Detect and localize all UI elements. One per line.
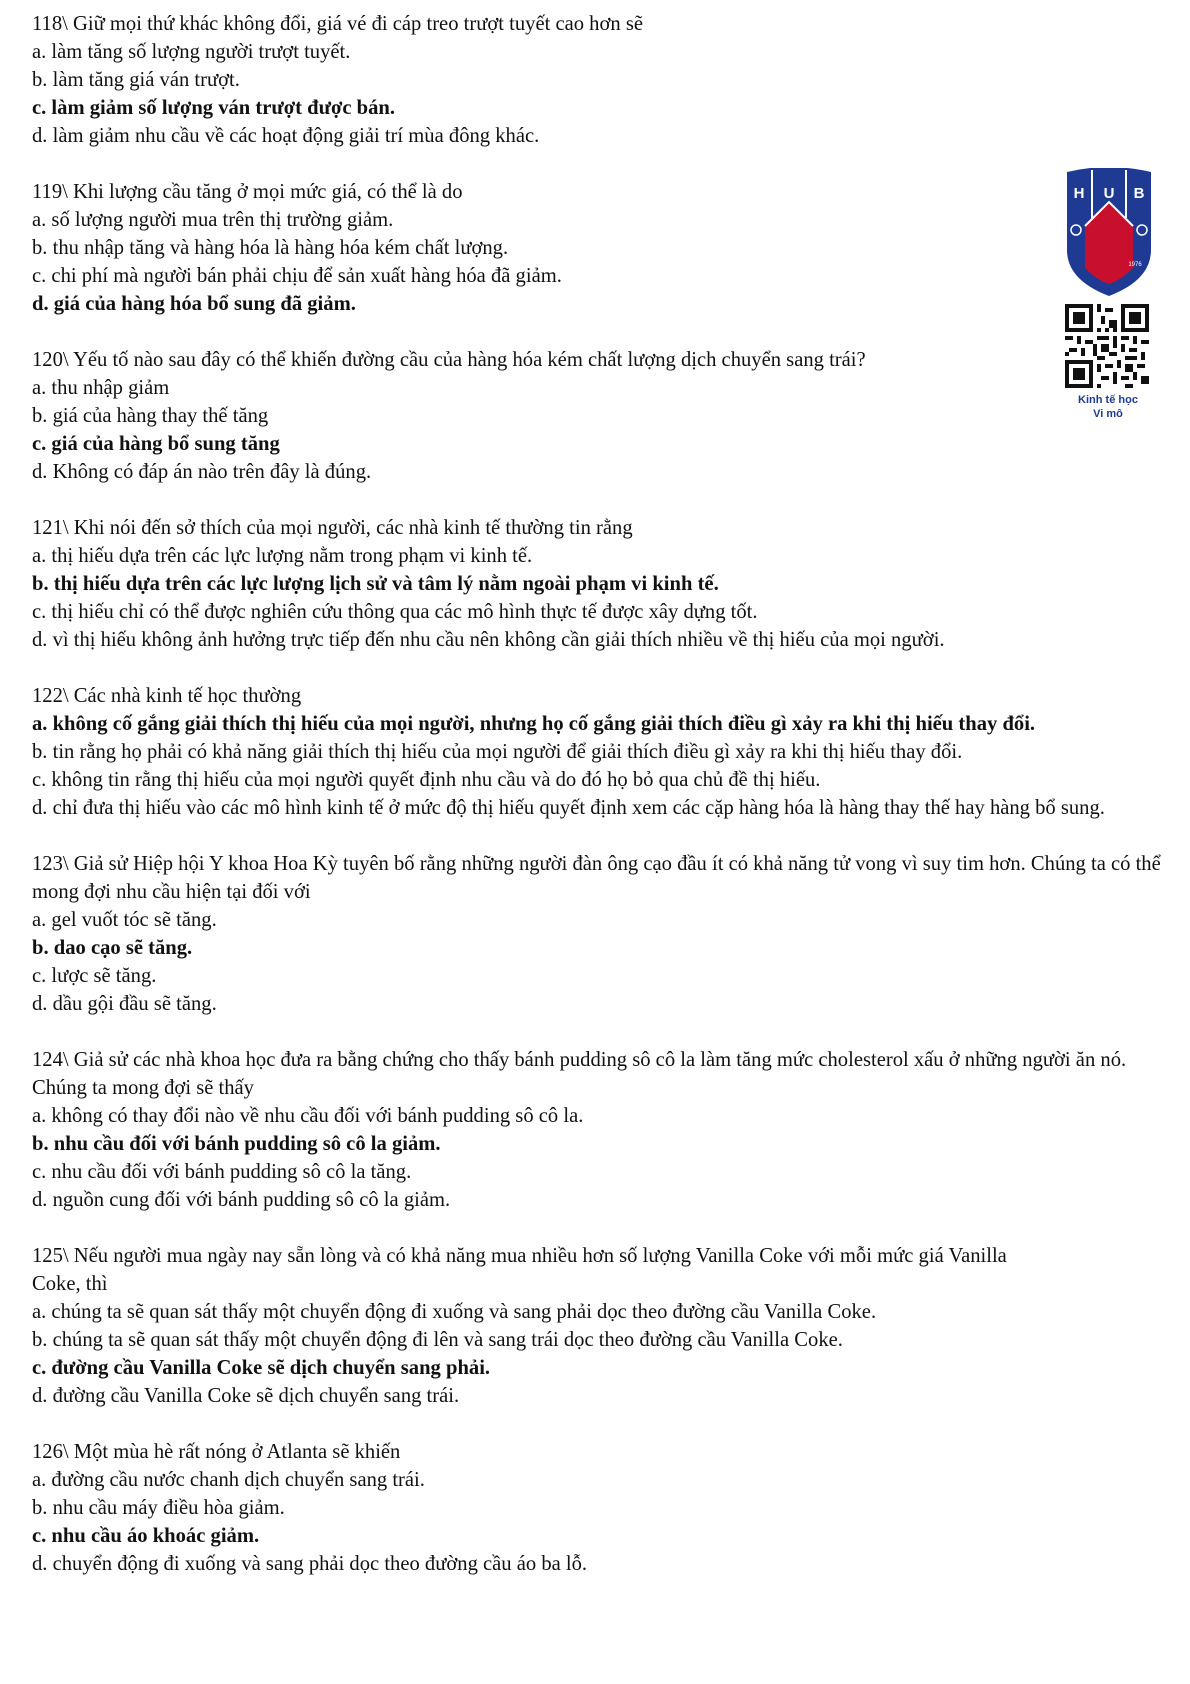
option-d-correct: d. giá của hàng hóa bổ sung đã giảm. (32, 293, 356, 315)
option-b-correct: b. thị hiếu dựa trên các lực lượng lịch sử và tâm lý nằm ngoài phạm vi kinh tế. (32, 573, 719, 595)
option-d: d. làm giảm nhu cầu về các hoạt động giải trí mùa đông khác. (32, 125, 540, 147)
option-c: c. thị hiếu chỉ có thể được nghiên cứu thông qua các mô hình thực tế được xây dựng tốt. (32, 601, 758, 623)
question-document (32, 10, 1172, 1606)
option-d: d. chuyển động đi xuống và sang phải dọc theo đường cầu áo ba lỗ. (32, 1553, 588, 1575)
option-b: b. chúng ta sẽ quan sát thấy một chuyển động đi lên và sang trái dọc theo đường cầu Vanilla Coke. (32, 1329, 843, 1351)
question-126 (32, 1438, 1172, 1578)
option-a: a. làm tăng số lượng người trượt tuyết. (32, 41, 351, 63)
question-119 (32, 178, 1172, 318)
shield-letter-h: H (1073, 185, 1085, 202)
option-a: a. gel vuốt tóc sẽ tăng. (32, 909, 217, 931)
option-a: a. đường cầu nước chanh dịch chuyển sang trái. (32, 1469, 425, 1491)
question-118 (32, 10, 1172, 150)
shield-letter-u: U (1103, 185, 1115, 202)
option-d: d. chỉ đưa thị hiếu vào các mô hình kinh tế ở mức độ thị hiếu quyết định xem các cặp hàng hóa là hàng thay thế hay hàng bổ sung. (32, 797, 1105, 819)
question-125 (32, 1242, 1172, 1410)
option-c-correct: c. làm giảm số lượng ván trượt được bán. (32, 97, 396, 119)
option-a: a. số lượng người mua trên thị trường giảm. (32, 209, 394, 231)
question-124 (32, 1046, 1172, 1214)
option-d: d. vì thị hiếu không ảnh hưởng trực tiếp đến nhu cầu nên không cần giải thích nhiều về thị hiếu của mọi người. (32, 629, 945, 651)
question-stem: 124\ Giả sử các nhà khoa học đưa ra bằng chứng cho thấy bánh pudding sô cô la làm tăng mức cholesterol xấu ở những người ăn nó. Chúng ta mong đợi sẽ thấy (32, 1049, 1127, 1099)
option-d: d. đường cầu Vanilla Coke sẽ dịch chuyển sang trái. (32, 1385, 460, 1407)
question-stem: 122\ Các nhà kinh tế học thường (32, 685, 302, 707)
option-d: d. Không có đáp án nào trên đây là đúng. (32, 461, 372, 483)
option-b: b. thu nhập tăng và hàng hóa là hàng hóa kém chất lượng. (32, 237, 509, 259)
logo-caption-line2: Vi mô (1093, 408, 1123, 420)
qr-code-icon (1065, 304, 1149, 388)
option-c: c. nhu cầu đối với bánh pudding sô cô la tăng. (32, 1161, 412, 1183)
question-122 (32, 682, 1172, 822)
option-b: b. giá của hàng thay thế tăng (32, 405, 269, 427)
logo-caption-line1: Kinh tế học (1078, 394, 1138, 406)
question-stem: 118\ Giữ mọi thứ khác không đổi, giá vé đi cáp treo trượt tuyết cao hơn sẽ (32, 13, 643, 35)
question-stem: 119\ Khi lượng cầu tăng ở mọi mức giá, có thể là do (32, 181, 463, 203)
option-c-correct: c. giá của hàng bổ sung tăng (32, 433, 280, 455)
hub-shield-icon (1059, 168, 1159, 298)
question-123 (32, 850, 1172, 1018)
option-c: c. không tin rằng thị hiếu của mọi người quyết định nhu cầu và do đó họ bỏ qua chủ đề thị hiếu. (32, 769, 821, 791)
option-c: c. lược sẽ tăng. (32, 965, 157, 987)
option-a-correct: a. không cố gắng giải thích thị hiếu của mọi người, nhưng họ cố gắng giải thích điều gì xảy ra khi thị hiếu thay đổi. (32, 713, 1036, 735)
question-stem: 120\ Yếu tố nào sau đây có thể khiến đường cầu của hàng hóa kém chất lượng dịch chuyển sang trái? (32, 349, 866, 371)
shield-year: 1976 (1128, 262, 1142, 268)
question-120 (32, 346, 1172, 486)
option-b: b. nhu cầu máy điều hòa giảm. (32, 1497, 285, 1519)
option-d: d. dầu gội đầu sẽ tăng. (32, 993, 217, 1015)
question-stem: 125\ Nếu người mua ngày nay sẵn lòng và có khả năng mua nhiều hơn số lượng Vanilla Coke với mỗi mức giá Vanilla Coke, thì (32, 1245, 1007, 1295)
option-b-correct: b. nhu cầu đối với bánh pudding sô cô la giảm. (32, 1133, 441, 1155)
option-c: c. chi phí mà người bán phải chịu để sản xuất hàng hóa đã giảm. (32, 265, 562, 287)
option-b: b. tin rằng họ phải có khả năng giải thích thị hiếu của mọi người để giải thích điều gì xảy ra khi thị hiếu thay đổi. (32, 741, 963, 763)
shield-letter-b: B (1133, 185, 1145, 202)
question-121 (32, 514, 1172, 654)
option-a: a. không có thay đổi nào về nhu cầu đối với bánh pudding sô cô la. (32, 1105, 584, 1127)
question-stem: 121\ Khi nói đến sở thích của mọi người, các nhà kinh tế thường tin rằng (32, 517, 633, 539)
option-c-correct: c. đường cầu Vanilla Coke sẽ dịch chuyển sang phải. (32, 1357, 491, 1379)
option-d: d. nguồn cung đối với bánh pudding sô cô la giảm. (32, 1189, 451, 1211)
option-b-correct: b. dao cạo sẽ tăng. (32, 937, 193, 959)
question-stem: 123\ Giả sử Hiệp hội Y khoa Hoa Kỳ tuyên bố rằng những người đàn ông cạo đầu ít có khả năng tử vong vì suy tim hơn. Chúng ta có thể mong đợi nhu cầu hiện tại đối với (32, 853, 1161, 903)
option-b: b. làm tăng giá ván trượt. (32, 69, 240, 91)
question-stem: 126\ Một mùa hè rất nóng ở Atlanta sẽ khiến (32, 1441, 401, 1463)
option-c-correct: c. nhu cầu áo khoác giảm. (32, 1525, 260, 1547)
option-a: a. thu nhập giảm (32, 377, 170, 399)
option-a: a. thị hiếu dựa trên các lực lượng nằm trong phạm vi kinh tế. (32, 545, 533, 567)
option-a: a. chúng ta sẽ quan sát thấy một chuyển động đi xuống và sang phải dọc theo đường cầu Vanilla Coke. (32, 1301, 877, 1323)
